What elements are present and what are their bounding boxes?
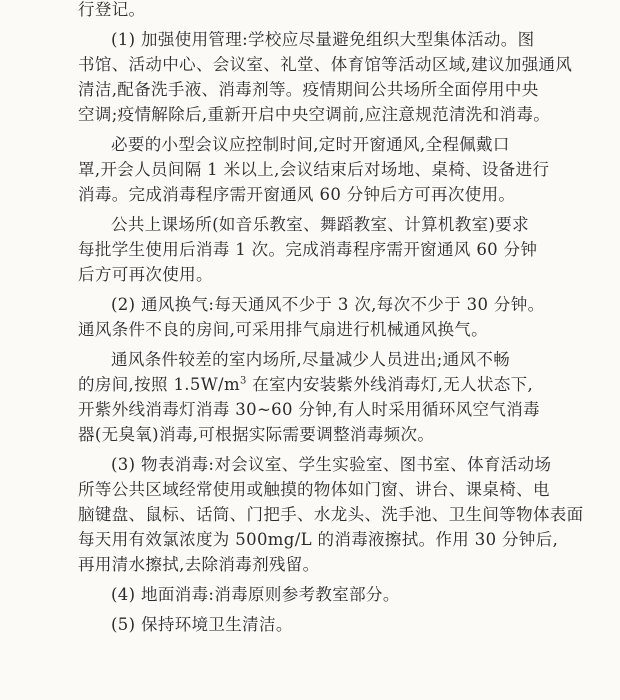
text-line: 每天用有效氯浓度为 500mg/L 的消毒液擦拭。作用 30 分钟后, (78, 530, 559, 549)
text-line: 再用清水擦拭,去除消毒剂残留。 (78, 555, 320, 574)
text-line: (3) 物表消毒:对会议室、学生实验室、图书室、体育活动场 (111, 455, 552, 474)
text-line: 通风条件不良的房间,可采用排气扇进行机械通风换气。 (78, 320, 488, 339)
text-line: 消毒。完成消毒程序需开窗通风 60 分钟后方可再次使用。 (78, 185, 516, 204)
text-line: 必要的小型会议应控制时间,定时开窗通风,全程佩戴口 (111, 135, 510, 154)
text-line: 开紫外线消毒灯消毒 30~60 分钟,有人时采用循环风空气消毒 (78, 400, 540, 419)
text-line: 脑键盘、鼠标、话筒、门把手、水龙头、洗手池、卫生间等物体表面 (78, 505, 584, 524)
text-line: 行登记。 (78, 0, 146, 19)
text-line: 器(无臭氧)消毒,可根据实际需要调整消毒频次。 (78, 425, 435, 444)
uv-line-after: 在室内安装紫外线消毒灯,无人状态下, (246, 375, 534, 394)
text-line: 清洁,配备洗手液、消毒剂等。疫情期间公共场所全面停用中央 (78, 80, 539, 99)
text-line: (4) 地面消毒:消毒原则参考教室部分。 (111, 585, 400, 604)
text-line: (2) 通风换气:每天通风不少于 3 次,每次不少于 30 分钟。 (111, 295, 545, 314)
text-line: (5) 保持环境卫生清洁。 (111, 615, 293, 634)
text-line: 通风条件较差的室内场所,尽量减少人员进出;通风不畅 (111, 350, 511, 369)
text-line: 后方可再次使用。 (78, 265, 213, 284)
text-line: 罩,开会人员间隔 1 米以上,会议结束后对场地、桌椅、设备进行 (78, 160, 550, 179)
text-line: 所等公共区域经常使用或触摸的物体如门窗、讲台、课桌椅、电 (78, 480, 550, 499)
uv-line-before: 的房间,按照 1.5W/m (78, 375, 240, 394)
text-line: 空调;疫情解除后,重新开启中央空调前,应注意规范清洗和消毒。 (78, 105, 551, 124)
text-line: 每批学生使用后消毒 1 次。完成消毒程序需开窗通风 60 分钟 (78, 240, 538, 259)
text-line: 书馆、活动中心、会议室、礼堂、体育馆等活动区域,建议加强通风 (78, 55, 573, 74)
text-line: 公共上课场所(如音乐教室、舞蹈教室、计算机教室)要求 (111, 215, 529, 234)
superscript-3: 3 (239, 375, 247, 387)
text-line: (1) 加强使用管理:学校应尽量避免组织大型集体活动。图 (111, 30, 535, 49)
text-line-uv (78, 372, 534, 397)
